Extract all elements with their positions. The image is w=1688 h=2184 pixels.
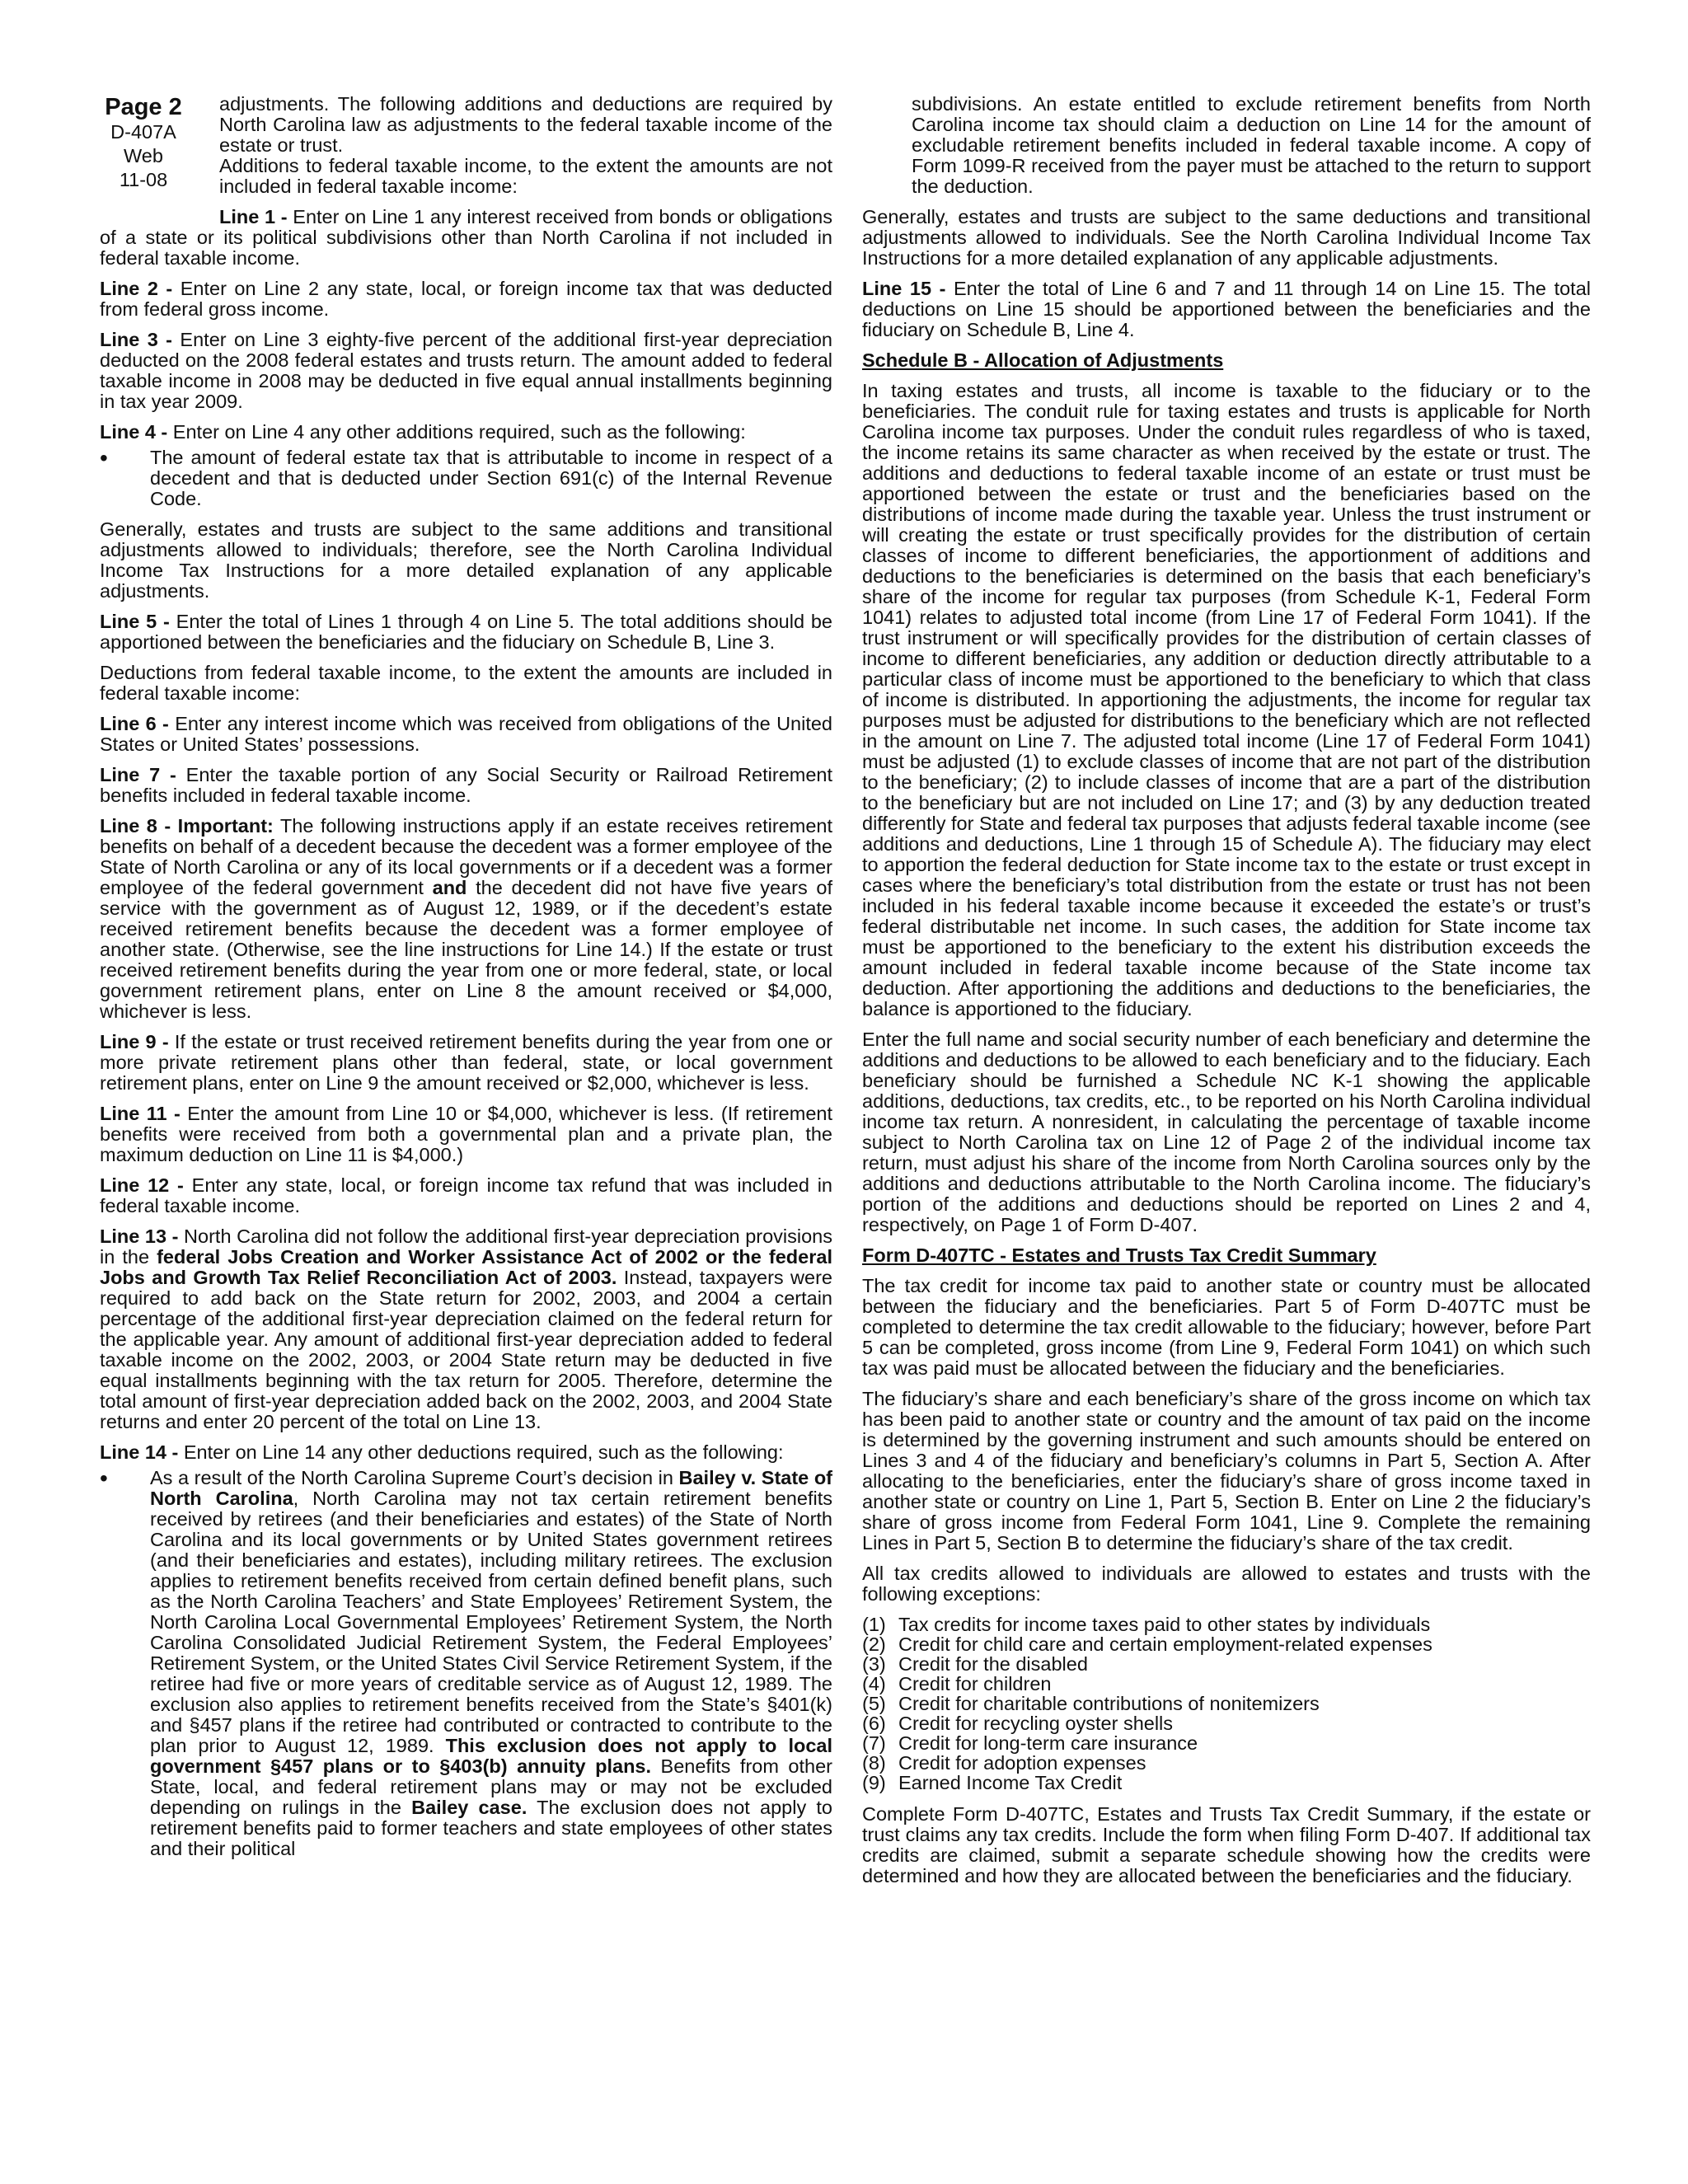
schedule-b-paragraph: In taxing estates and trusts, all income is taxable to the fiduciary or to the beneficiaries. The conduit rule for taxing estates and trusts is applicable for North Carolina income tax purposes. Under the conduit rules regardless of who is taxed, the income retains its same character as when received by the estate or trust. The additions and deductions to federal taxable income of an estate or trust must be apportioned between the estate or trust and the beneficiaries based on the distributions of income made during the taxable year. Unless the trust instrument or will creating the estate or trust specifically provides for the distribution of certain classes of income to different beneficiaries, the apportionment of additions and deductions to the beneficiaries is determined on the basis that each beneficiary’s share of the income for regular tax purposes (from Schedule K-1, Federal Form 1041) relates to adjusted total income (from Line 17 of Federal Form 1041). If the trust instrument or will specifically provides for the distribution of certain classes of income to different beneficiaries, any addition or deduction directly attributable to a particular class of income must be apportioned to the beneficiary to which that class of income is distributed. In apportioning the adjustments, the income for regular tax purposes must be adjusted for distributions to the beneficiary which are not reflected in the amount on Line 7. The adjusted total income (Line 17 of Federal Form 1041) must be adjusted (1) to exclude classes of income that are not part of the distribution to the beneficiary; (2) to include classes of income that are a part of the distribution to the beneficiary but are not included on Line 17; and (3) by any deduction treated differently for State and federal tax purposes that adjusts federal taxable income (see additions and deductions, Line 1 through 15 of Schedule A). The fiduciary may elect to apportion the federal deduction for State income tax to the estate or trust except in cases where the beneficiary’s total distribution from the estate or trust has not been included in his federal taxable income because it exceeded the estate’s or trust’s federal distributable net income. In such cases, the addition for State income tax must be apportioned to the beneficiary to the extent his distribution exceeds the amount included in federal taxable income because of the State income tax deduction. After apportioning the additions and deductions to the beneficiaries, the balance is apportioned to the fiduciary. bbox=[862, 380, 1591, 1019]
line-label: Line 4 - bbox=[100, 421, 168, 443]
schedule-b-paragraph: Enter the full name and social security number of each beneficiary and determine the additions and deductions to be allowed to each beneficiary and to the fiduciary. Each beneficiary should be furnished a Schedule NC K-1 showing the applicable additions, deductions, tax credits, etc., to be reported on his North Carolina individual income tax return. A nonresident, in calculating the percentage of taxable income subject to North Carolina tax on Line 12 of Page 2 of the individual income tax return, must adjust his share of the income from North Carolina sources only by the additions and deductions attributable to the North Carolina income. The fiduciary’s portion of the additions and deductions should be reported on Lines 2 and 4, respectively, on Page 1 of Form D-407. bbox=[862, 1029, 1591, 1235]
line6-instruction: Line 6 - Enter any interest income which was received from obligations of the United States or United States’ possessions. bbox=[100, 713, 832, 755]
line14-instruction: Line 14 - Enter on Line 14 any other deductions required, such as the following: bbox=[100, 1441, 784, 1463]
line-label: Line 15 - bbox=[862, 278, 946, 299]
line7-instruction: Line 7 - Enter the taxable portion of any Social Security or Railroad Retirement benefits included in federal taxable income. bbox=[100, 764, 833, 806]
list-item: (6) Credit for recycling oyster shells bbox=[862, 1713, 1174, 1734]
list-item: (7) Credit for long-term care insurance bbox=[862, 1732, 1198, 1754]
line15-instruction: Line 15 - Enter the total of Line 6 and 7 and 11 through 14 on Line 15. The total deductions on Line 15 should be apportioned between the beneficiaries and the fiduciary on Schedule B, Line 4. bbox=[862, 278, 1591, 340]
list-item: (2) Credit for child care and certain employment-related expenses bbox=[862, 1633, 1432, 1655]
deductions-intro: Deductions from federal taxable income, to the extent the amounts are included in federal taxable income: bbox=[100, 662, 832, 704]
line-label: Line 7 - bbox=[100, 764, 176, 785]
additions-intro: Additions to federal taxable income, to the extent the amounts are not included in federal taxable income: bbox=[219, 155, 832, 197]
left-column bbox=[100, 94, 832, 1859]
line12-instruction: Line 12 - Enter any state, local, or foreign income tax refund that was included in federal taxable income. bbox=[100, 1174, 832, 1216]
line14-bullet: • As a result of the North Carolina Supreme Court’s decision in Bailey v. State of North Carolina, North Carolina may not tax certain retirement benefits received by retirees (and their beneficiaries and estates) of the State of North Carolina and its local governments or by United States government retirees (and their beneficiaries and estates), including military retirees. The exclusion applies to retirement benefits received from certain defined benefit plans, such as the North Carolina Teachers’ and State Employees’ Retirement System, the North Carolina Local Governmental Employees’ Retirement System, the North Carolina Consolidated Judicial Retirement System, the Federal Employees’ Retirement System, or the United States Civil Service Retirement System, if the retiree had five or more years of creditable service as of August 12, 1989. The exclusion also applies to retirement benefits received from the State’s §401(k) and §457 plans if the retiree had contributed or contracted to contribute to the plan prior to August 12, 1989. This exclusion does not apply to local government §457 plans or to §403(b) annuity plans. Benefits from other State, local, and federal retirement plans may or may not be excluded depending on rulings in the Bailey case. The exclusion does not apply to retirement benefits paid to former teachers and state employees of other states and their political bbox=[100, 1465, 833, 1859]
line-label: Line 13 - bbox=[100, 1226, 179, 1247]
line4-bullet: • The amount of federal estate tax that is attributable to income in respect of a decedent and that is deducted under Section 691(c) of the Internal Revenue Code. bbox=[100, 445, 832, 509]
line9-instruction: Line 9 - If the estate or trust received retirement benefits during the year from one or more private retirement plans other than federal, state, or local government retirement plans, enter on Line 9 the amount received or $2,000, whichever is less. bbox=[100, 1031, 832, 1094]
line-label: Line 1 - bbox=[219, 206, 288, 227]
line-label: Line 14 - bbox=[100, 1441, 179, 1463]
list-item: (5) Credit for charitable contributions of nonitemizers bbox=[862, 1693, 1320, 1714]
list-item: (3) Credit for the disabled bbox=[862, 1653, 1088, 1675]
form-tc-paragraph: The fiduciary’s share and each beneficiary’s share of the gross income on which tax has been paid to another state or country and the amount of tax paid on the income is determined by the governing instrument and such amounts should be entered on Lines 3 and 4 of the fiduciary and beneficiary’s columns in Part 5, Section A. After allocating to the beneficiaries, enter the fiduciary’s share of gross income taxed in another state or country on Line 1, Part 5, Section B. Enter on Line 2 the fiduciary’s share of gross income from Federal Form 1041, Line 9. Complete the remaining Lines in Part 5, Section B to determine the fiduciary’s share of the tax credit. bbox=[862, 1388, 1591, 1554]
line8-instruction: Line 8 - Important: The following instructions apply if an estate receives retirement benefits on behalf of a decedent because the decedent was a former employee of the State of North Carolina or any of its local governments or if a decedent was a former employee of the federal government and the decedent did not have five years of service with the government as of August 12, 1989, or if the decedent’s estate received retirement benefits because the decedent was a former employee of another state. (Otherwise, see the line instructions for Line 14.) If the estate or trust received retirement benefits during the year from one or more federal, state, or local government retirement plans, enter on Line 8 the amount received or $4,000, whichever is less. bbox=[100, 815, 832, 1022]
list-item: (8) Credit for adoption expenses bbox=[862, 1752, 1146, 1774]
right-column bbox=[862, 94, 1591, 1896]
list-item: (4) Credit for children bbox=[862, 1673, 1052, 1694]
exceptions-list bbox=[862, 1615, 1591, 1793]
form-tc-paragraph: The tax credit for income tax paid to another state or country must be allocated between the fiduciary and the beneficiaries. Part 5 of Form D-407TC must be completed to determine the tax credit allowable to the fiduciary; however, before Part 5 can be completed, gross income (from Line 9, Federal Form 1041) on which such tax was paid must be allocated between the fiduciary and the beneficiaries. bbox=[862, 1275, 1591, 1379]
line-label: Line 2 - bbox=[100, 278, 173, 299]
intro-block bbox=[219, 94, 832, 197]
form-number: D-407A bbox=[110, 121, 176, 143]
bullet-icon: • bbox=[100, 1465, 108, 1491]
line-label: Line 9 - bbox=[100, 1031, 169, 1052]
form-date: 11-08 bbox=[119, 169, 168, 190]
schedule-b-heading: Schedule B - Allocation of Adjustments bbox=[862, 349, 1224, 371]
bullet-icon: • bbox=[100, 445, 108, 471]
line5-instruction: Line 5 - Enter the total of Lines 1 through 4 on Line 5. The total additions should be apportioned between the beneficiaries and the fiduciary on Schedule B, Line 3. bbox=[100, 611, 833, 653]
form-tc-paragraph: Complete Form D-407TC, Estates and Trusts Tax Credit Summary, if the estate or trust claims any tax credits. Include the form when filing Form D-407. If additional tax credits are claimed, submit a separate schedule showing how the credits were determined and how they are allocated between the beneficiaries and the fiduciary. bbox=[862, 1803, 1591, 1886]
line3-instruction: Line 3 - Enter on Line 3 eighty-five percent of the additional first-year depreciation deducted on the 2008 federal estates and trusts return. The amount added to federal taxable income in 2008 may be deducted in five equal annual installments beginning in tax year 2009. bbox=[100, 329, 833, 412]
line4-instruction: Line 4 - Enter on Line 4 any other additions required, such as the following: bbox=[100, 421, 746, 443]
line11-instruction: Line 11 - Enter the amount from Line 10 or $4,000, whichever is less. (If retirement benefits were received from both a governmental plan and a private plan, the maximum deduction on Line 11 is $4,000.) bbox=[100, 1103, 832, 1165]
intro-paragraph: adjustments. The following additions and deductions are required by North Carolina law as adjustments to the federal taxable income of the estate or trust. bbox=[219, 93, 832, 156]
line14-bullet-continued: subdivisions. An estate entitled to exclude retirement benefits from North Carolina income tax should claim a deduction on Line 14 for the amount of excludable retirement benefits included in federal taxable income. A copy of Form 1099-R received from the payer must be attached to the return to support the deduction. bbox=[912, 93, 1591, 197]
line-label: Line 3 - bbox=[100, 329, 173, 350]
list-item: (9) Earned Income Tax Credit bbox=[862, 1772, 1123, 1793]
line-label: Line 11 - bbox=[100, 1103, 181, 1124]
list-item: (1) Tax credits for income taxes paid to other states by individuals bbox=[862, 1614, 1431, 1635]
line2-instruction: Line 2 - Enter on Line 2 any state, local, or foreign income tax that was deducted from federal gross income. bbox=[100, 278, 832, 320]
form-tc-heading: Form D-407TC - Estates and Trusts Tax Credit Summary bbox=[862, 1244, 1376, 1266]
line-label: Line 6 - bbox=[100, 713, 169, 734]
line-label: Line 5 - bbox=[100, 611, 170, 632]
generally-deductions: Generally, estates and trusts are subject to the same deductions and transitional adjustments allowed to individuals. See the North Carolina Individual Income Tax Instructions for a more detailed explanation of any applicable adjustments. bbox=[862, 206, 1591, 269]
page-number: Page 2 bbox=[105, 94, 182, 120]
line13-instruction: Line 13 - North Carolina did not follow the additional first-year depreciation provisions in the federal Jobs Creation and Worker Assistance Act of 2002 or the federal Jobs and Growth Tax Relief Reconciliation Act of 2003. Instead, taxpayers were required to add back on the State return for 2002, 2003, and 2004 a certain percentage of the additional first-year depreciation claimed on the federal return for the applicable year. Any amount of additional first-year depreciation added to federal taxable income on the 2002, 2003, or 2004 State return may be deducted in five equal installments beginning with the tax return for 2005. Therefore, determine the total amount of first-year depreciation added back on the 2002, 2003, and 2004 State returns and enter 20 percent of the total on Line 13. bbox=[100, 1226, 832, 1432]
line-label: Line 12 - bbox=[100, 1174, 184, 1196]
form-edition: Web bbox=[124, 145, 163, 166]
form-tc-paragraph: All tax credits allowed to individuals are allowed to estates and trusts with the following exceptions: bbox=[862, 1563, 1591, 1605]
line1-instruction: Line 1 - Enter on Line 1 any interest received from bonds or obligations of a state or its political subdivisions other than North Carolina if not included in federal taxable income. bbox=[100, 206, 832, 269]
generally-additions: Generally, estates and trusts are subject to the same additions and transitional adjustments allowed to individuals; therefore, see the North Carolina Individual Income Tax Instructions for a more detailed explanation of any applicable adjustments. bbox=[100, 518, 832, 602]
line-label: Line 8 - Important: bbox=[100, 815, 274, 837]
